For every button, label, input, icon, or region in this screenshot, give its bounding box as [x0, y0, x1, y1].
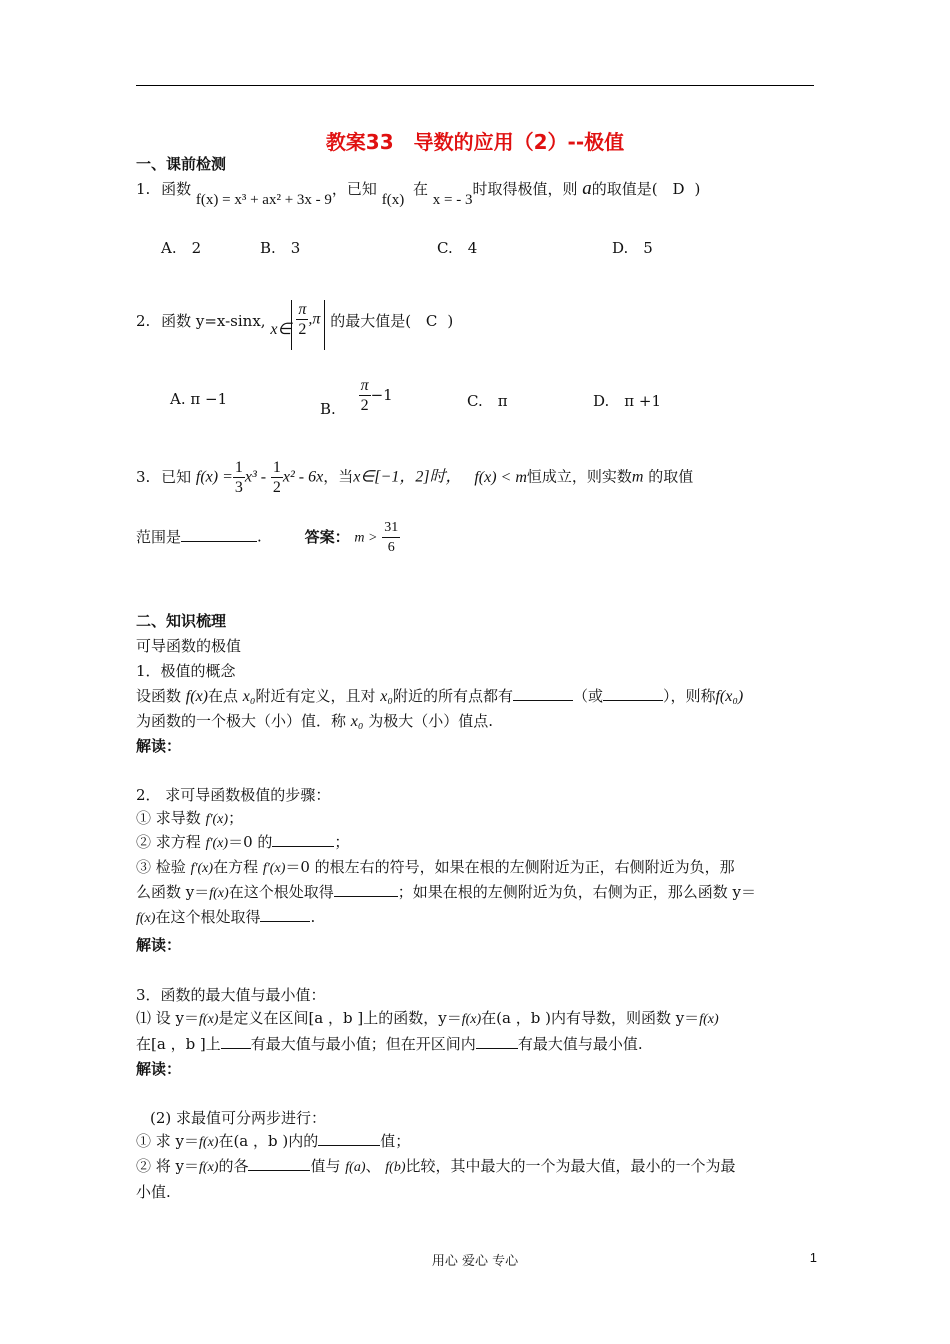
q2-interval: $\frac{\pi}{2}$ ,π: [291, 300, 325, 350]
section-2-subtitle: 可导函数的极值: [136, 637, 242, 655]
p4-step2-line2: 小值.: [136, 1183, 171, 1201]
jiedu-1: 解读：: [136, 737, 182, 755]
q2-answer: C: [425, 312, 438, 330]
p2-step2: ② 求方程 f′(x)＝0 的 ；: [136, 833, 350, 851]
p4-step2: ② 将 y＝f(x)的各 值与 f(a)、 f(b)比较，其中最大的一个为最大值，最小的一个为最: [136, 1157, 736, 1175]
section-1-heading: 一、课前检测: [136, 155, 227, 173]
p3-line2: 在[a ，b ]上 有最大值与最小值；但在开区间内 有最大值与最小值.: [136, 1035, 643, 1053]
page-footer: 用心 爱心 专心: [431, 1254, 519, 1269]
p1-line1: 设函数 f(x)在点 x₀附近有定义，且对 x₀附近的所有点都有 （或 ），则称f(x₀): [136, 687, 744, 705]
p2-step1: ① 求导数 f′(x)；: [136, 809, 244, 827]
q2-option-b: B. $\frac{\pi}{2}$ −1: [320, 377, 393, 418]
jiedu-2: 解读：: [136, 936, 182, 954]
jiedu-3: 解读：: [136, 1060, 182, 1078]
question-3-line2: 范围是 . 答案： m > $\frac{31}{6}$: [136, 520, 399, 555]
p2-step3: ③ 检验 f′(x)在方程 f′(x)＝0 的根左右的符号，如果在根的左侧附近为正，右侧附近为负，那: [136, 858, 735, 876]
q2-option-a: A. π −1: [170, 390, 228, 408]
page-number: 1: [809, 1250, 817, 1265]
p4-title: (2) 求最值可分两步进行：: [150, 1109, 327, 1127]
q1-answer: D: [672, 180, 685, 198]
question-2: 2. 函数 y=x-sinx, x∈ $\frac{\pi}{2}$ ,π 的最大值是( C ): [136, 300, 453, 352]
p1-title: 1．极值的概念: [136, 662, 236, 680]
q3-answer-fraction: $\frac{31}{6}$: [384, 520, 399, 555]
question-3: 3. 已知 f(x) = $\frac{1}{3}$ x³ - $\frac{1}{2}$ x² - 6x，当x∈[−1，2]时， f(x) < m恒成立，则实数m 的取值: [136, 459, 694, 496]
question-1: 1. 函数 f(x) = x³ + ax² + 3x - 9，已知 f(x) 在 x = - 3时取得极值，则 a的取值是( D ): [136, 178, 701, 208]
p4-step1: ① 求 y＝f(x)在(a ，b )内的 值；: [136, 1132, 411, 1150]
header-rule: [136, 85, 814, 86]
q1-option-d: D. 5: [612, 239, 653, 257]
p2-step3-line3: f(x)在这个根处取得 .: [136, 908, 316, 926]
p2-step3-line2: 么函数 y＝f(x)在这个根处取得 ；如果在根的左侧附近为负，右侧为正，那么函数 y＝: [136, 883, 756, 901]
q2-option-d: D. π +1: [593, 392, 661, 410]
q1-option-a: A. 2: [161, 239, 202, 257]
p3-line1: ⑴ 设 y＝f(x)是定义在区间[a ，b ]上的函数，y＝f(x)在(a ，b )内有导数，则函数 y＝f(x): [136, 1009, 719, 1027]
q1-option-b: B. 3: [260, 239, 301, 257]
q1-function: f(x) = x³ + ax² + 3x - 9: [195, 192, 332, 208]
section-2-heading: 二、知识梳理: [136, 612, 227, 630]
p2-title: 2． 求可导函数极值的步骤：: [136, 786, 331, 804]
page-title: 教案33 导数的应用（2）--极值: [325, 130, 625, 154]
p1-line2: 为函数的一个极大（小）值．称 x₀ 为极大（小）值点.: [136, 712, 494, 730]
p3-title: 3．函数的最大值与最小值：: [136, 986, 326, 1004]
q3-blank: [181, 527, 257, 542]
q2-option-c: C. π: [467, 392, 508, 410]
q1-option-c: C. 4: [437, 239, 478, 257]
